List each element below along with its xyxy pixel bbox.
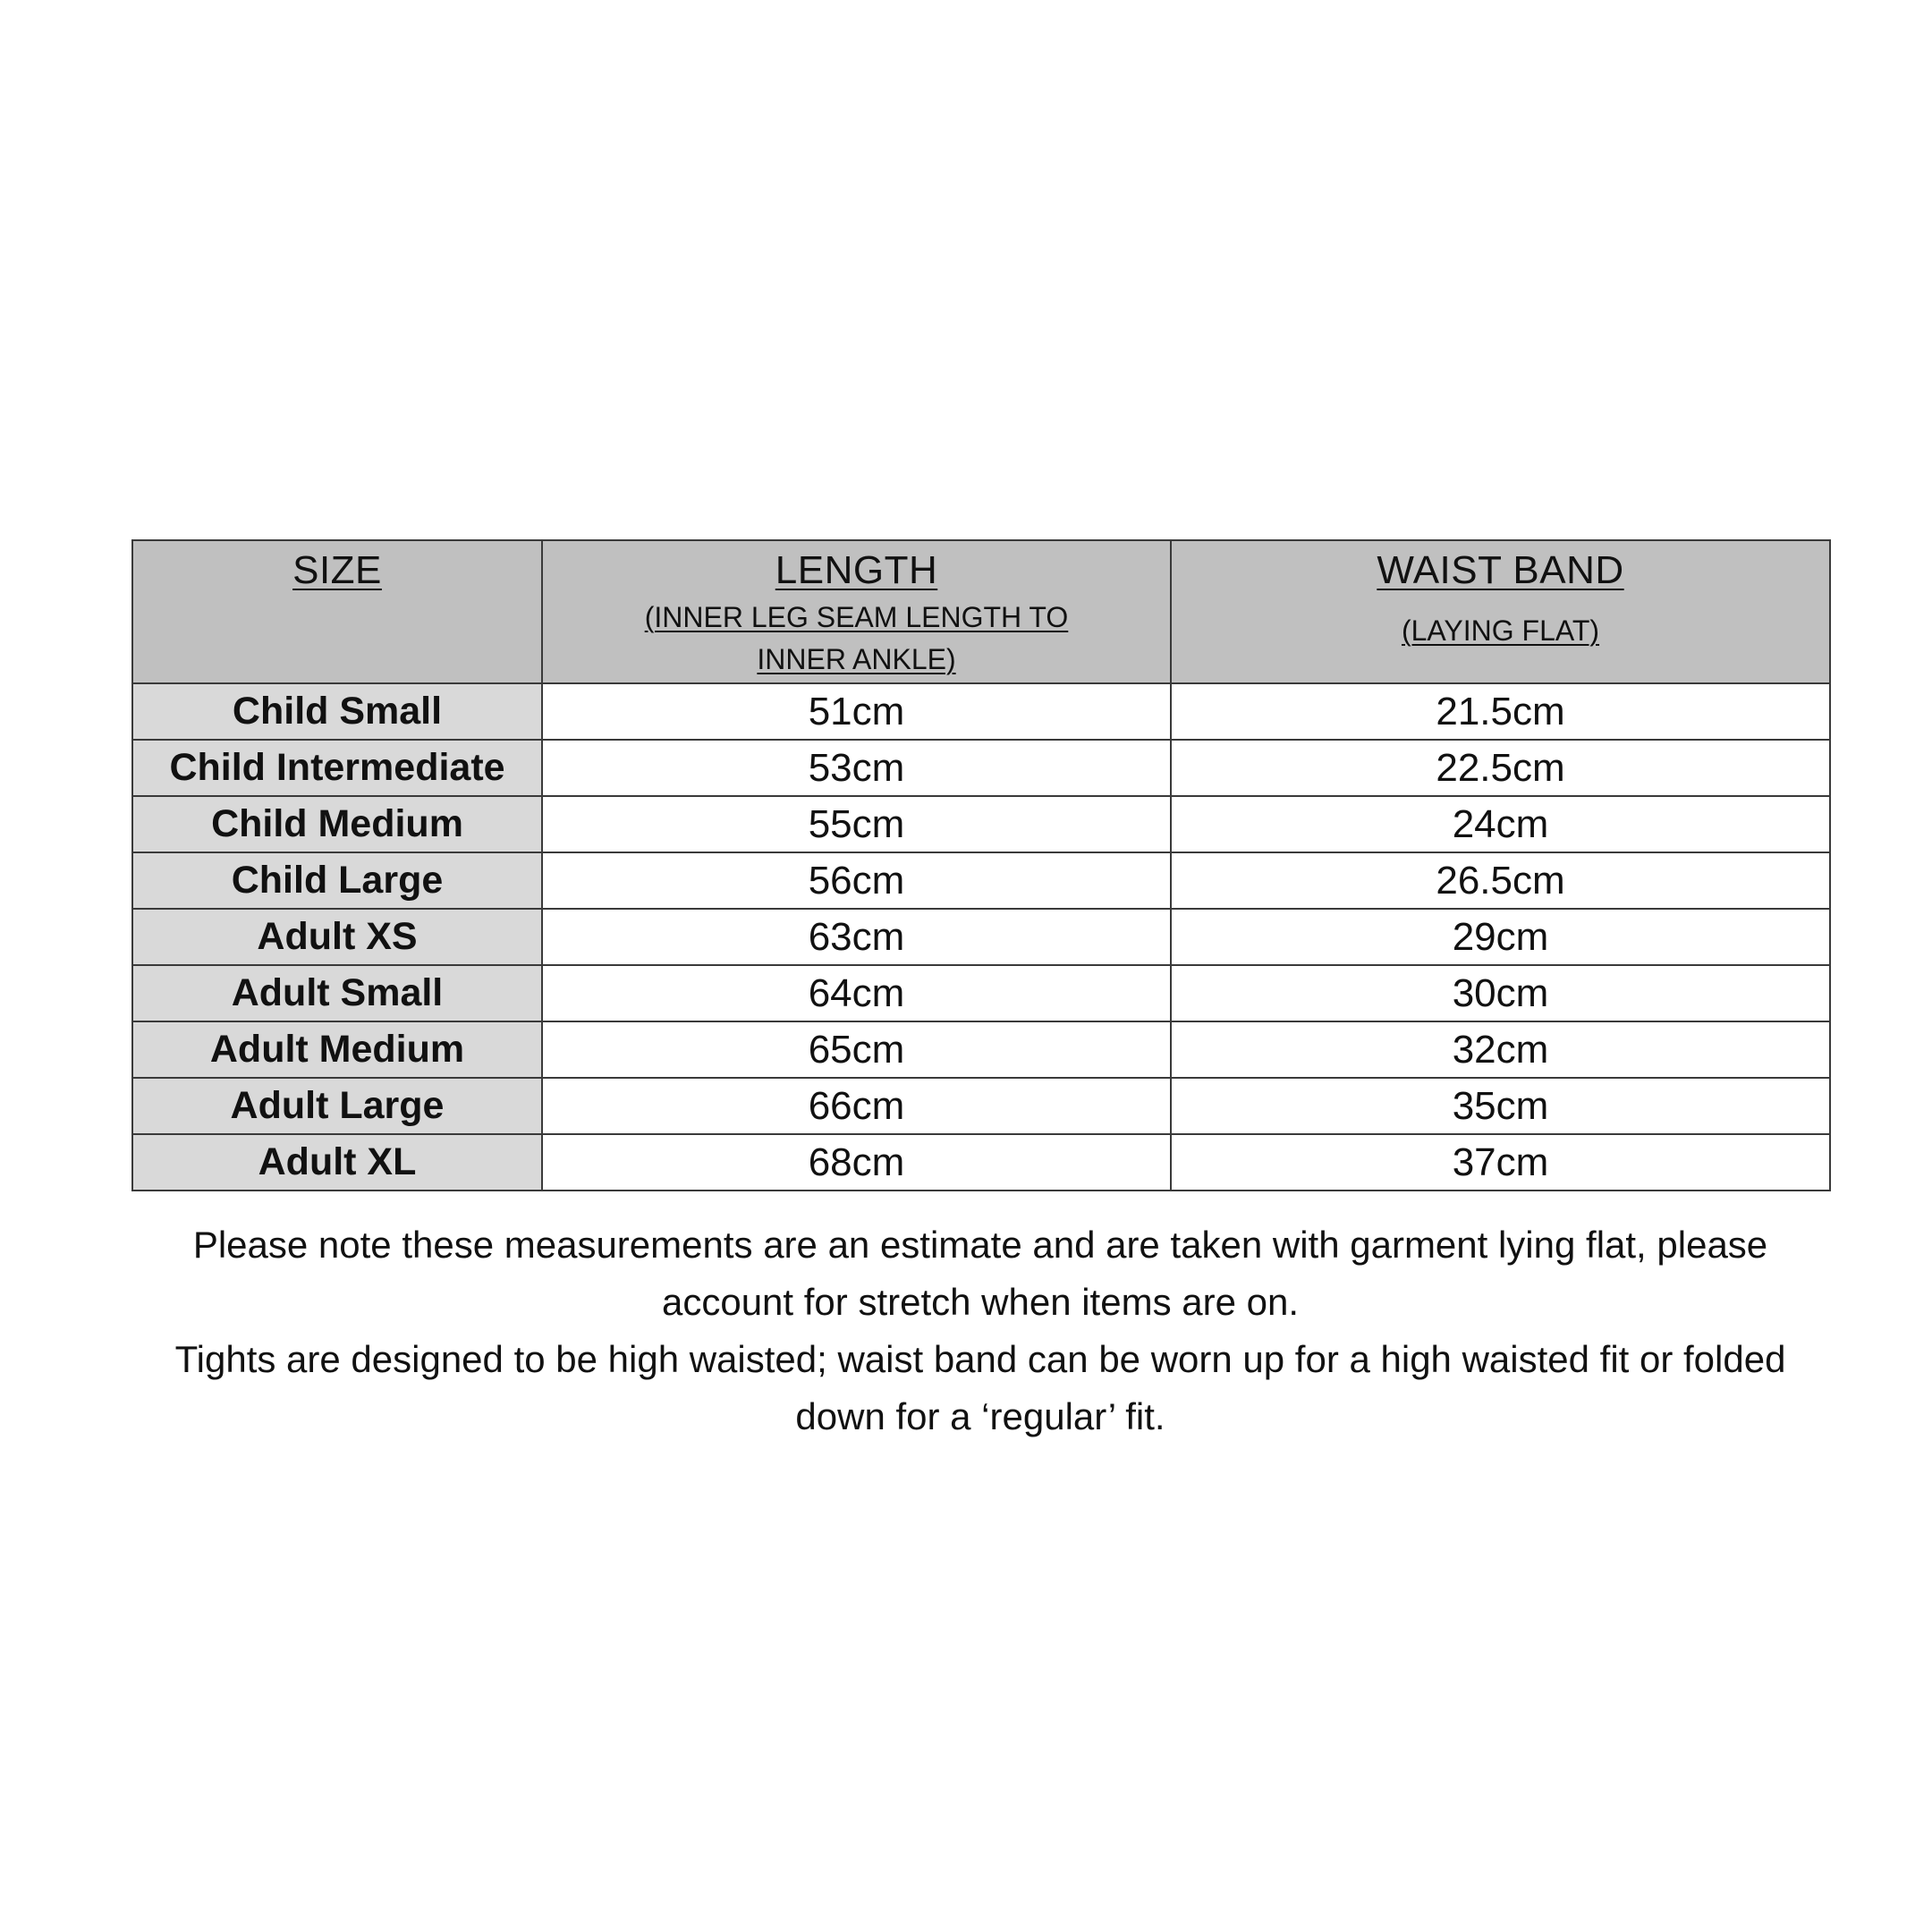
size-cell: Adult Medium (132, 1021, 542, 1078)
table-row (132, 1134, 1830, 1191)
waist-cell: 26.5cm (1171, 852, 1830, 909)
header-waist-sublabel: (LAYING FLAT) (1401, 614, 1600, 647)
length-cell: 53cm (542, 740, 1171, 796)
header-length-sublabel: (INNER LEG SEAM LENGTH TO INNER ANKLE) (644, 601, 1069, 675)
header-size-label: SIZE (292, 548, 382, 592)
table-header-row (132, 540, 1830, 683)
table-row (132, 1021, 1830, 1078)
header-length-label: LENGTH (775, 548, 938, 592)
length-cell: 68cm (542, 1134, 1171, 1191)
table-row (132, 909, 1830, 965)
length-cell: 56cm (542, 852, 1171, 909)
length-cell: 66cm (542, 1078, 1171, 1134)
waist-cell: 21.5cm (1171, 683, 1830, 740)
header-waist-label: WAIST BAND (1377, 548, 1624, 592)
length-cell: 65cm (542, 1021, 1171, 1078)
length-cell: 51cm (542, 683, 1171, 740)
waist-cell: 22.5cm (1171, 740, 1830, 796)
header-waist (1171, 540, 1830, 683)
table-row (132, 852, 1830, 909)
length-cell: 64cm (542, 965, 1171, 1021)
header-size (132, 540, 542, 683)
size-cell: Child Small (132, 683, 542, 740)
size-cell: Adult Large (132, 1078, 542, 1134)
waist-cell: 32cm (1171, 1021, 1830, 1078)
size-chart-table (131, 539, 1831, 1191)
length-cell: 55cm (542, 796, 1171, 852)
size-cell: Adult XL (132, 1134, 542, 1191)
measurement-notes (125, 1216, 1835, 1445)
length-cell: 63cm (542, 909, 1171, 965)
waist-cell: 35cm (1171, 1078, 1830, 1134)
size-cell: Child Large (132, 852, 542, 909)
note-high-waisted: Tights are designed to be high waisted; waist band can be worn up for a high waisted fit or folded down for a ‘regular’ fit. (174, 1338, 1786, 1437)
size-cell: Adult XS (132, 909, 542, 965)
size-cell: Child Medium (132, 796, 542, 852)
header-length (542, 540, 1171, 683)
table-row (132, 965, 1830, 1021)
waist-cell: 30cm (1171, 965, 1830, 1021)
note-estimate: Please note these measurements are an estimate and are taken with garment lying flat, please account for stretch when items are on. (192, 1224, 1768, 1323)
size-cell: Child Intermediate (132, 740, 542, 796)
waist-cell: 37cm (1171, 1134, 1830, 1191)
waist-cell: 24cm (1171, 796, 1830, 852)
table-row (132, 683, 1830, 740)
table-row (132, 740, 1830, 796)
table-row (132, 1078, 1830, 1134)
waist-cell: 29cm (1171, 909, 1830, 965)
size-cell: Adult Small (132, 965, 542, 1021)
table-row (132, 796, 1830, 852)
